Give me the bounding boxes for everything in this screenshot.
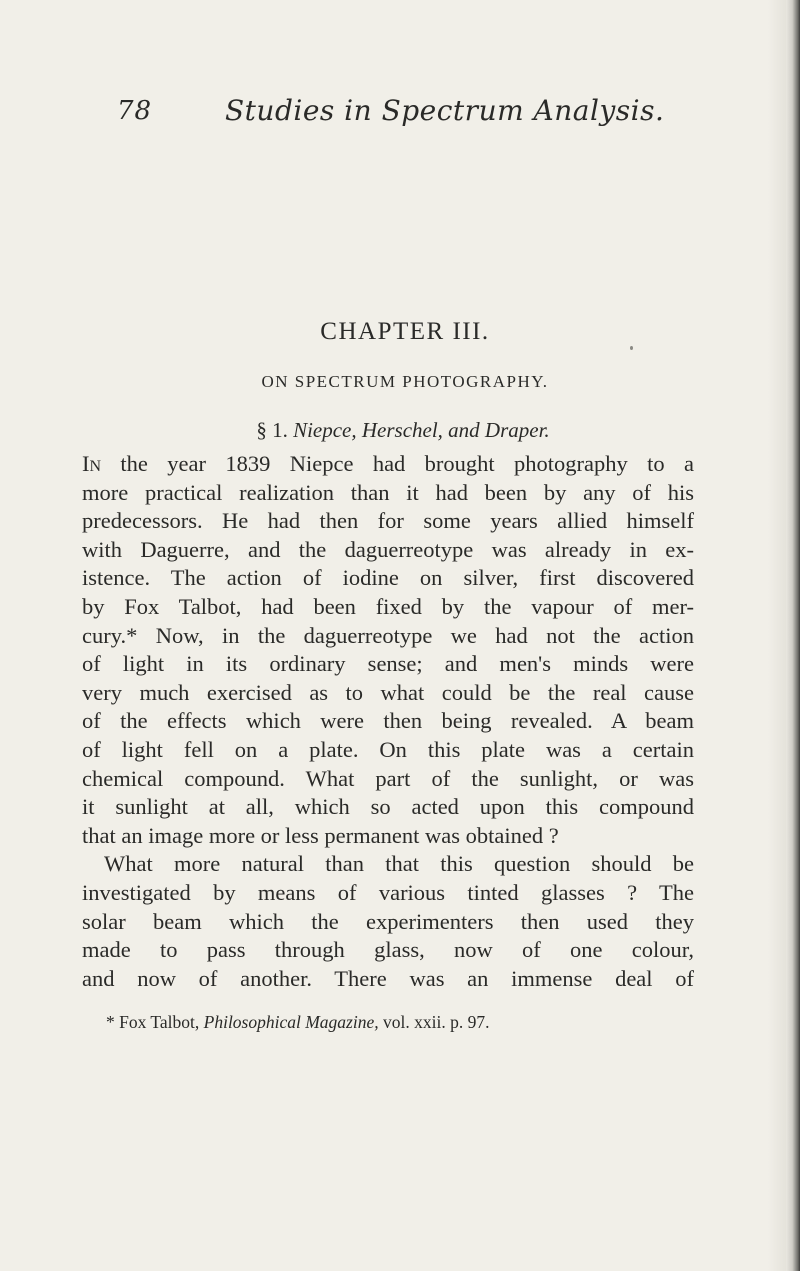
page-edge: [786, 0, 800, 1271]
chapter-subtitle: ON SPECTRUM PHOTOGRAPHY.: [261, 372, 549, 391]
text-line: made to pass through glass, now of one colour,: [82, 937, 694, 963]
section-number: § 1.: [256, 418, 288, 442]
page-header: [117, 94, 665, 140]
text-line: and now of another. There was an immense deal of: [82, 965, 694, 991]
paper-speck: [630, 346, 633, 350]
text-line: What more natural than that this question should be: [104, 851, 694, 877]
text-line: solar beam which the experimenters then used they: [82, 908, 694, 934]
line-text: the year 1839 Niepce had brought photography to a: [101, 451, 694, 476]
footnote-marker: * Fox Talbot,: [106, 1012, 200, 1032]
text-line: of light fell on a plate. On this plate was a certain: [82, 736, 694, 762]
text-line: chemical compound. What part of the sunlight, or was: [82, 765, 694, 791]
running-head: Studies in Spectrum Analysis.: [225, 94, 665, 127]
text-line: of light in its ordinary sense; and men's minds were: [82, 651, 694, 677]
text-line: more practical realization than it had been by any of his: [82, 479, 694, 505]
text-line: by Fox Talbot, had been fixed by the vapour of mer-: [82, 593, 694, 619]
text-line: with Daguerre, and the daguerreotype was already in ex-: [82, 536, 694, 562]
text-line: of the effects which were then being revealed. A beam: [82, 708, 694, 734]
body-text: [82, 450, 694, 993]
chapter-title: CHAPTER III.: [320, 318, 490, 345]
section-heading: [0, 418, 800, 443]
text-line: cury.* Now, in the daguerreotype we had not the action: [82, 622, 694, 648]
footnote-title: Philosophical Magazine,: [203, 1012, 379, 1032]
drop-lead: In: [82, 451, 102, 476]
section-title: Niepce, Herschel, and Draper.: [293, 418, 550, 442]
page-edge-shadow: [768, 0, 786, 1271]
text-line: [82, 450, 694, 479]
page-number: 78: [117, 96, 153, 126]
text-line: istence. The action of iodine on silver, first discovered: [82, 565, 694, 591]
text-line: it sunlight at all, which so acted upon this compound: [82, 794, 694, 820]
text-line: that an image more or less permanent was obtained ?: [82, 822, 559, 848]
footnote: [106, 1012, 706, 1033]
text-line: investigated by means of various tinted glasses ? The: [82, 879, 694, 905]
footnote-reference: vol. xxii. p. 97.: [383, 1012, 490, 1032]
text-line: very much exercised as to what could be the real cause: [82, 679, 694, 705]
text-line: predecessors. He had then for some years allied himself: [82, 508, 694, 534]
